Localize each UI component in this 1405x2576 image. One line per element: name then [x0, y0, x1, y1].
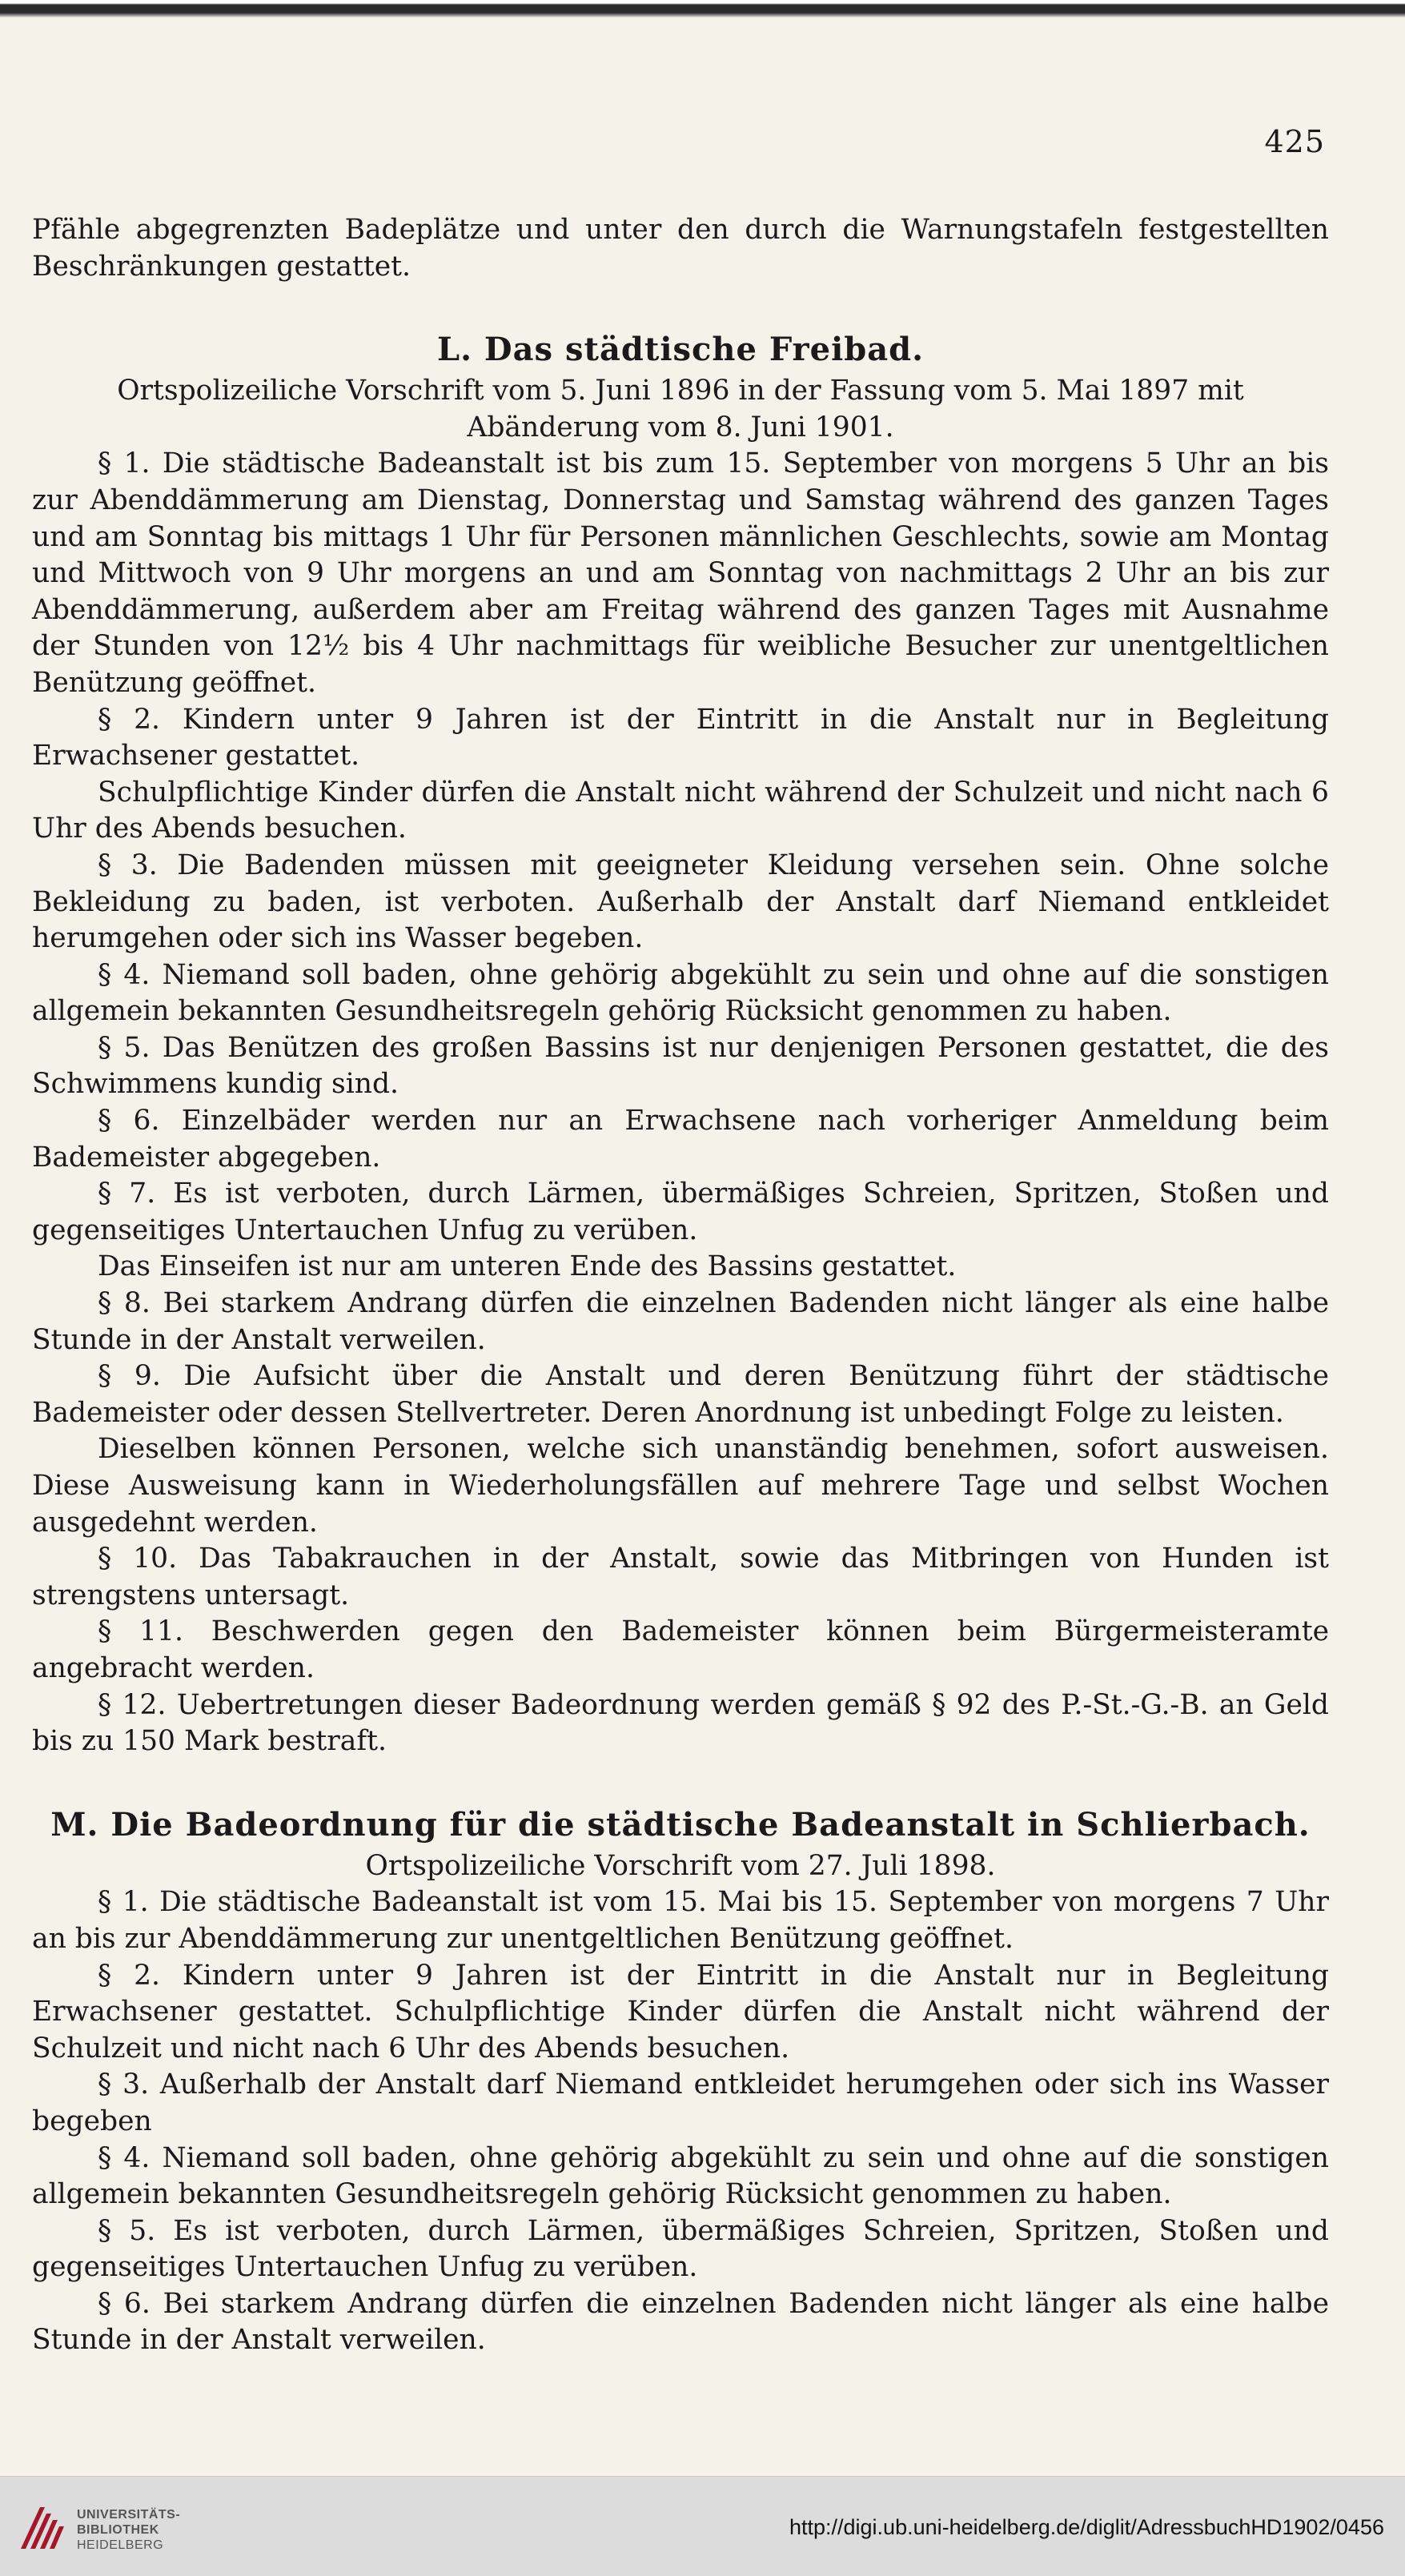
university-library-heidelberg-logo-icon [16, 2502, 67, 2554]
paragraph: § 4. Niemand soll baden, ohne gehörig abgekühlt zu sein und ohne auf die sonstigen allgemein bekannten Gesundheitsregeln gehörig Rücksicht genommen zu haben. [32, 2141, 1329, 2211]
paragraph: § 12. Uebertretungen dieser Badeordnung werden gemäß § 92 des P.-St.-G.-B. an Geld bis zu 150 Mark bestraft. [32, 1688, 1329, 1758]
paragraph: Das Einseifen ist nur am unteren Ende des Bassins gestattet. [98, 1250, 957, 1283]
page-content [32, 212, 1329, 2359]
paragraph: § 5. Das Benützen des großen Bassins ist nur denjenigen Personen gestattet, die des Schwimmens kundig sind. [32, 1031, 1329, 1101]
paragraph: § 2. Kindern unter 9 Jahren ist der Eintritt in die Anstalt nur in Begleitung Erwachsener gestattet. Schulpflichtige Kinder dürfen die Anstalt nicht während der Schulzeit und nicht nach 6 Uhr des Abends besuchen. [32, 1959, 1329, 2064]
library-name-line: BIBLIOTHEK [77, 2523, 159, 2537]
library-name-line: HEIDELBERG [77, 2538, 164, 2552]
library-name-line: UNIVERSITÄTS- [77, 2508, 181, 2522]
paragraph: Dieselben können Personen, welche sich unanständig benehmen, sofort ausweisen. Diese Ausweisung kann in Wiederholungsfällen auf mehrere Tage und selbst Wochen ausgedehnt werden. [32, 1433, 1329, 1539]
section-subtitle: Ortspolizeiliche Vorschrift vom 27. Juli 1898. [365, 1849, 996, 1882]
section-subtitle: Ortspolizeiliche Vorschrift vom 5. Juni 1896 in der Fassung vom 5. Mai 1897 mit Abänderung vom 8. Juni 1901. [117, 375, 1244, 443]
section-title: M. Die Badeordnung für die städtische Badeanstalt in Schlierbach. [50, 1805, 1311, 1844]
paragraph: § 6. Einzelbäder werden nur an Erwachsene nach vorheriger Anmeldung beim Bademeister abgegeben. [32, 1105, 1329, 1174]
section-m-schlierbach [32, 1802, 1329, 2359]
paragraph: § 3. Die Badenden müssen mit geeigneter Kleidung versehen sein. Ohne solche Bekleidung zu baden, ist verboten. Außerhalb der Anstalt darf Niemand entkleidet herumgehen oder sich ins Wasser begeben. [32, 849, 1329, 955]
digitization-footer [0, 2476, 1405, 2576]
section-continuation [32, 212, 1329, 285]
paragraph: § 1. Die städtische Badeanstalt ist vom 15. Mai bis 15. September von morgens 7 Uhr an bis zur Abenddämmerung zur unentgeltlichen Benützung geöffnet. [32, 1886, 1329, 1955]
section-l-freibad [32, 327, 1329, 1760]
paragraph: § 3. Außerhalb der Anstalt darf Niemand entkleidet herumgehen oder sich ins Wasser begeben [32, 2068, 1329, 2137]
permalink-url[interactable]: http://digi.ub.uni-heidelberg.de/diglit/AdressbuchHD1902/0456 [789, 2515, 1384, 2539]
paragraph: § 2. Kindern unter 9 Jahren ist der Eintritt in die Anstalt nur in Begleitung Erwachsener gestattet. [32, 703, 1329, 772]
paragraph: § 11. Beschwerden gegen den Bademeister können beim Bürgermeisteramte angebracht werden. [32, 1615, 1329, 1684]
paragraph: § 7. Es ist verboten, durch Lärmen, übermäßiges Schreien, Spritzen, Stoßen und gegenseitiges Untertauchen Unfug zu verüben. [32, 1178, 1329, 1246]
paragraph: § 8. Bei starkem Andrang dürfen die einzelnen Badenden nicht länger als eine halbe Stunde in der Anstalt verweilen. [32, 1287, 1329, 1356]
top-border-rule [0, 0, 1405, 21]
page-number: 425 [1264, 124, 1325, 159]
paragraph: § 6. Bei starkem Andrang dürfen die einzelnen Badenden nicht länger als eine halbe Stunde in der Anstalt verweilen. [32, 2287, 1329, 2357]
paragraph: § 5. Es ist verboten, durch Lärmen, übermäßiges Schreien, Spritzen, Stoßen und gegenseitiges Untertauchen Unfug zu verüben. [32, 2214, 1329, 2284]
paragraph: § 9. Die Aufsicht über die Anstalt und deren Benützung führt der städtische Bademeister oder dessen Stellvertreter. Deren Anordnung ist unbedingt Folge zu leisten. [32, 1360, 1329, 1429]
paragraph: § 4. Niemand soll baden, ohne gehörig abgekühlt zu sein und ohne auf die sonstigen allgemein bekannten Gesundheitsregeln gehörig Rücksicht genommen zu haben. [32, 958, 1329, 1028]
paragraph: § 10. Das Tabakrauchen in der Anstalt, sowie das Mitbringen von Hunden ist strengstens untersagt. [32, 1543, 1329, 1611]
paragraph: § 1. Die städtische Badeanstalt ist bis zum 15. September von morgens 5 Uhr an bis zur Abenddämmerung am Dienstag, Donnerstag und Samstag während des ganzen Tages und am Sonntag bis mittags 1 Uhr für Personen männlichen Geschlechts, sowie am Montag und Mittwoch von 9 Uhr morgens an und am Sonntag von nachmittags 2 Uhr an bis zur Abenddämmerung, außerdem aber am Freitag während des ganzen Tages mit Ausnahme der Stunden von 12½ bis 4 Uhr nachmittags für weibliche Besucher zur unentgeltlichen Benützung geöffnet. [32, 447, 1329, 699]
library-name [77, 2507, 180, 2553]
paragraph: Schulpflichtige Kinder dürfen die Anstalt nicht während der Schulzeit und nicht nach 6 Uhr des Abends besuchen. [32, 776, 1329, 845]
section-title: L. Das städtische Freibad. [436, 331, 925, 369]
paragraph: Pfähle abgegrenzten Badeplätze und unter den durch die Warnungstafeln festgestellten Beschränkungen gestattet. [32, 214, 1329, 283]
